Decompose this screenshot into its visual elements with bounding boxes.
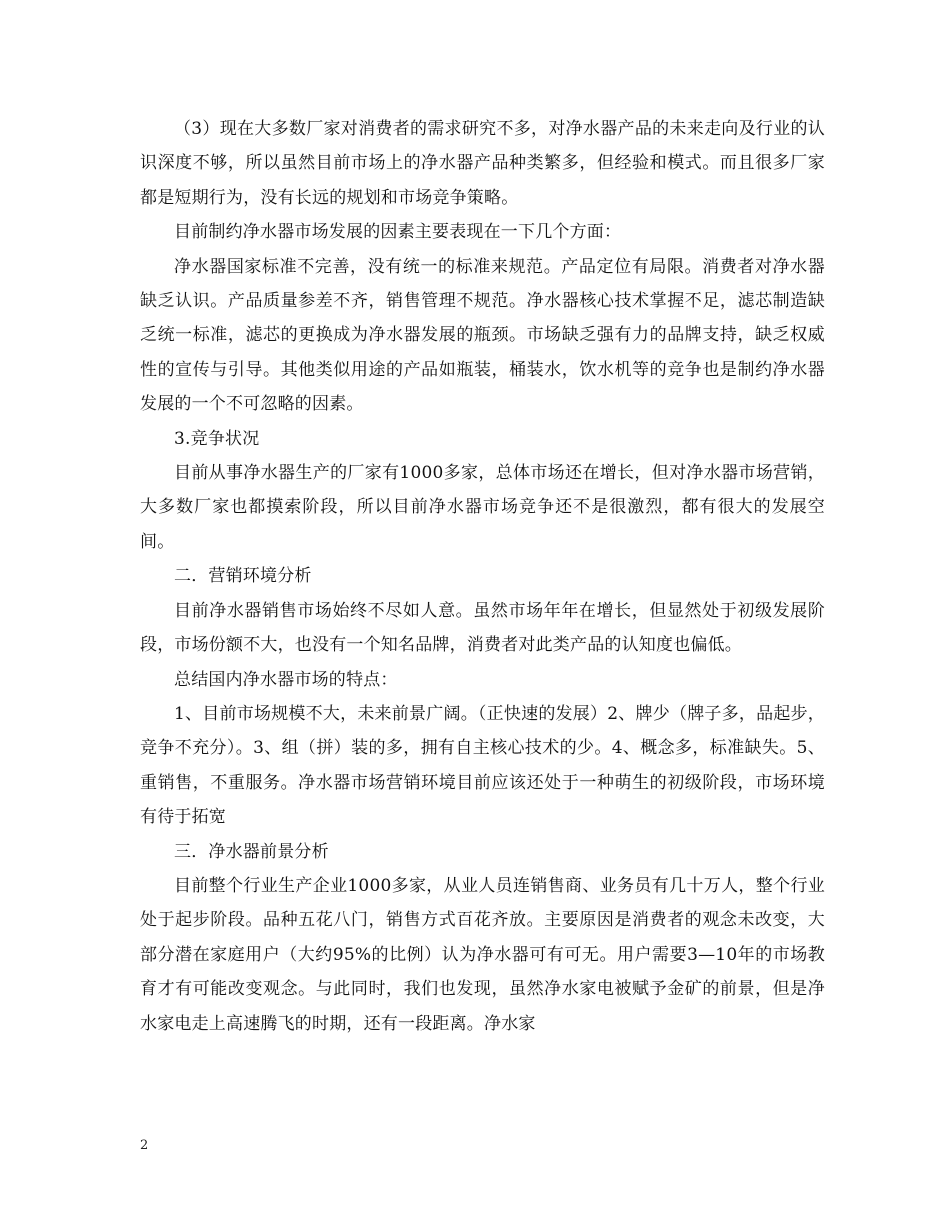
paragraph-competition: 目前从事净水器生产的厂家有1000多家，总体市场还在增长，但对净水器市场营销，大多数厂家也都摸索阶段，所以目前净水器市场竞争还不是很激烈，都有很大的发展空间。: [140, 463, 825, 552]
paragraph-constraints-intro: 目前制约净水器市场发展的因素主要表现在一下几个方面：: [174, 222, 622, 243]
paragraph-marketing-environment: 目前净水器销售市场始终不尽如人意。虽然市场年年在增长，但显然处于初级发展阶段，市场份额不大，也没有一个知名品牌，消费者对此类产品的认知度也偏低。: [140, 600, 825, 656]
paragraph-manufacturer-research: （3）现在大多数厂家对消费者的需求研究不多，对净水器产品的未来走向及行业的认识深度不够，所以虽然目前市场上的净水器产品种类繁多，但经验和模式。而且很多厂家都是短期行为，没有长远的规划和市场竞争策略。: [140, 119, 825, 208]
paragraph-constraints-detail: 净水器国家标准不完善，没有统一的标准来规范。产品定位有局限。消费者对净水器缺乏认识。产品质量参差不齐，销售管理不规范。净水器核心技术掌握不足，滤芯制造缺乏统一标准，滤芯的更换成为净水器发展的瓶颈。市场缺乏强有力的品牌支持，缺乏权威性的宣传与引导。其他类似用途的产品如瓶装，桶装水，饮水机等的竞争也是制约净水器发展的一个不可忽略的因素。: [140, 256, 825, 415]
paragraph-market-features: 1、目前市场规模不大，未来前景广阔。（正快速的发展）2、牌少（牌子多，品起步，竞争不充分）。3、组（拼）装的多，拥有自主核心技术的少。4、概念多，标准缺失。5、重销售，不重服务。净水器市场营销环境目前应该还处于一种萌生的初级阶段，市场环境有待于拓宽: [140, 703, 825, 828]
heading-prospect-analysis: 三．净水器前景分析: [174, 841, 329, 862]
paragraph-prospect-analysis: 目前整个行业生产企业1000多家，从业人员连销售商、业务员有几十万人，整个行业处于起步阶段。品种五花八门，销售方式百花齐放。主要原因是消费者的观念未改变，大部分潜在家庭用户（大约95%的比例）认为净水器可有可无。用户需要3—10年的市场教育才有可能改变观念。与此同时，我们也发现，虽然净水家电被赋予金矿的前景，但是净水家电走上高速腾飞的时期，还有一段距离。净水家: [140, 875, 825, 1034]
document-body: [140, 112, 825, 1041]
paragraph-market-features-intro: 总结国内净水器市场的特点：: [174, 669, 398, 690]
heading-competition: 3.竞争状况: [174, 428, 260, 449]
heading-marketing-environment: 二．营销环境分析: [174, 566, 312, 587]
page-number: 2: [140, 1138, 149, 1153]
